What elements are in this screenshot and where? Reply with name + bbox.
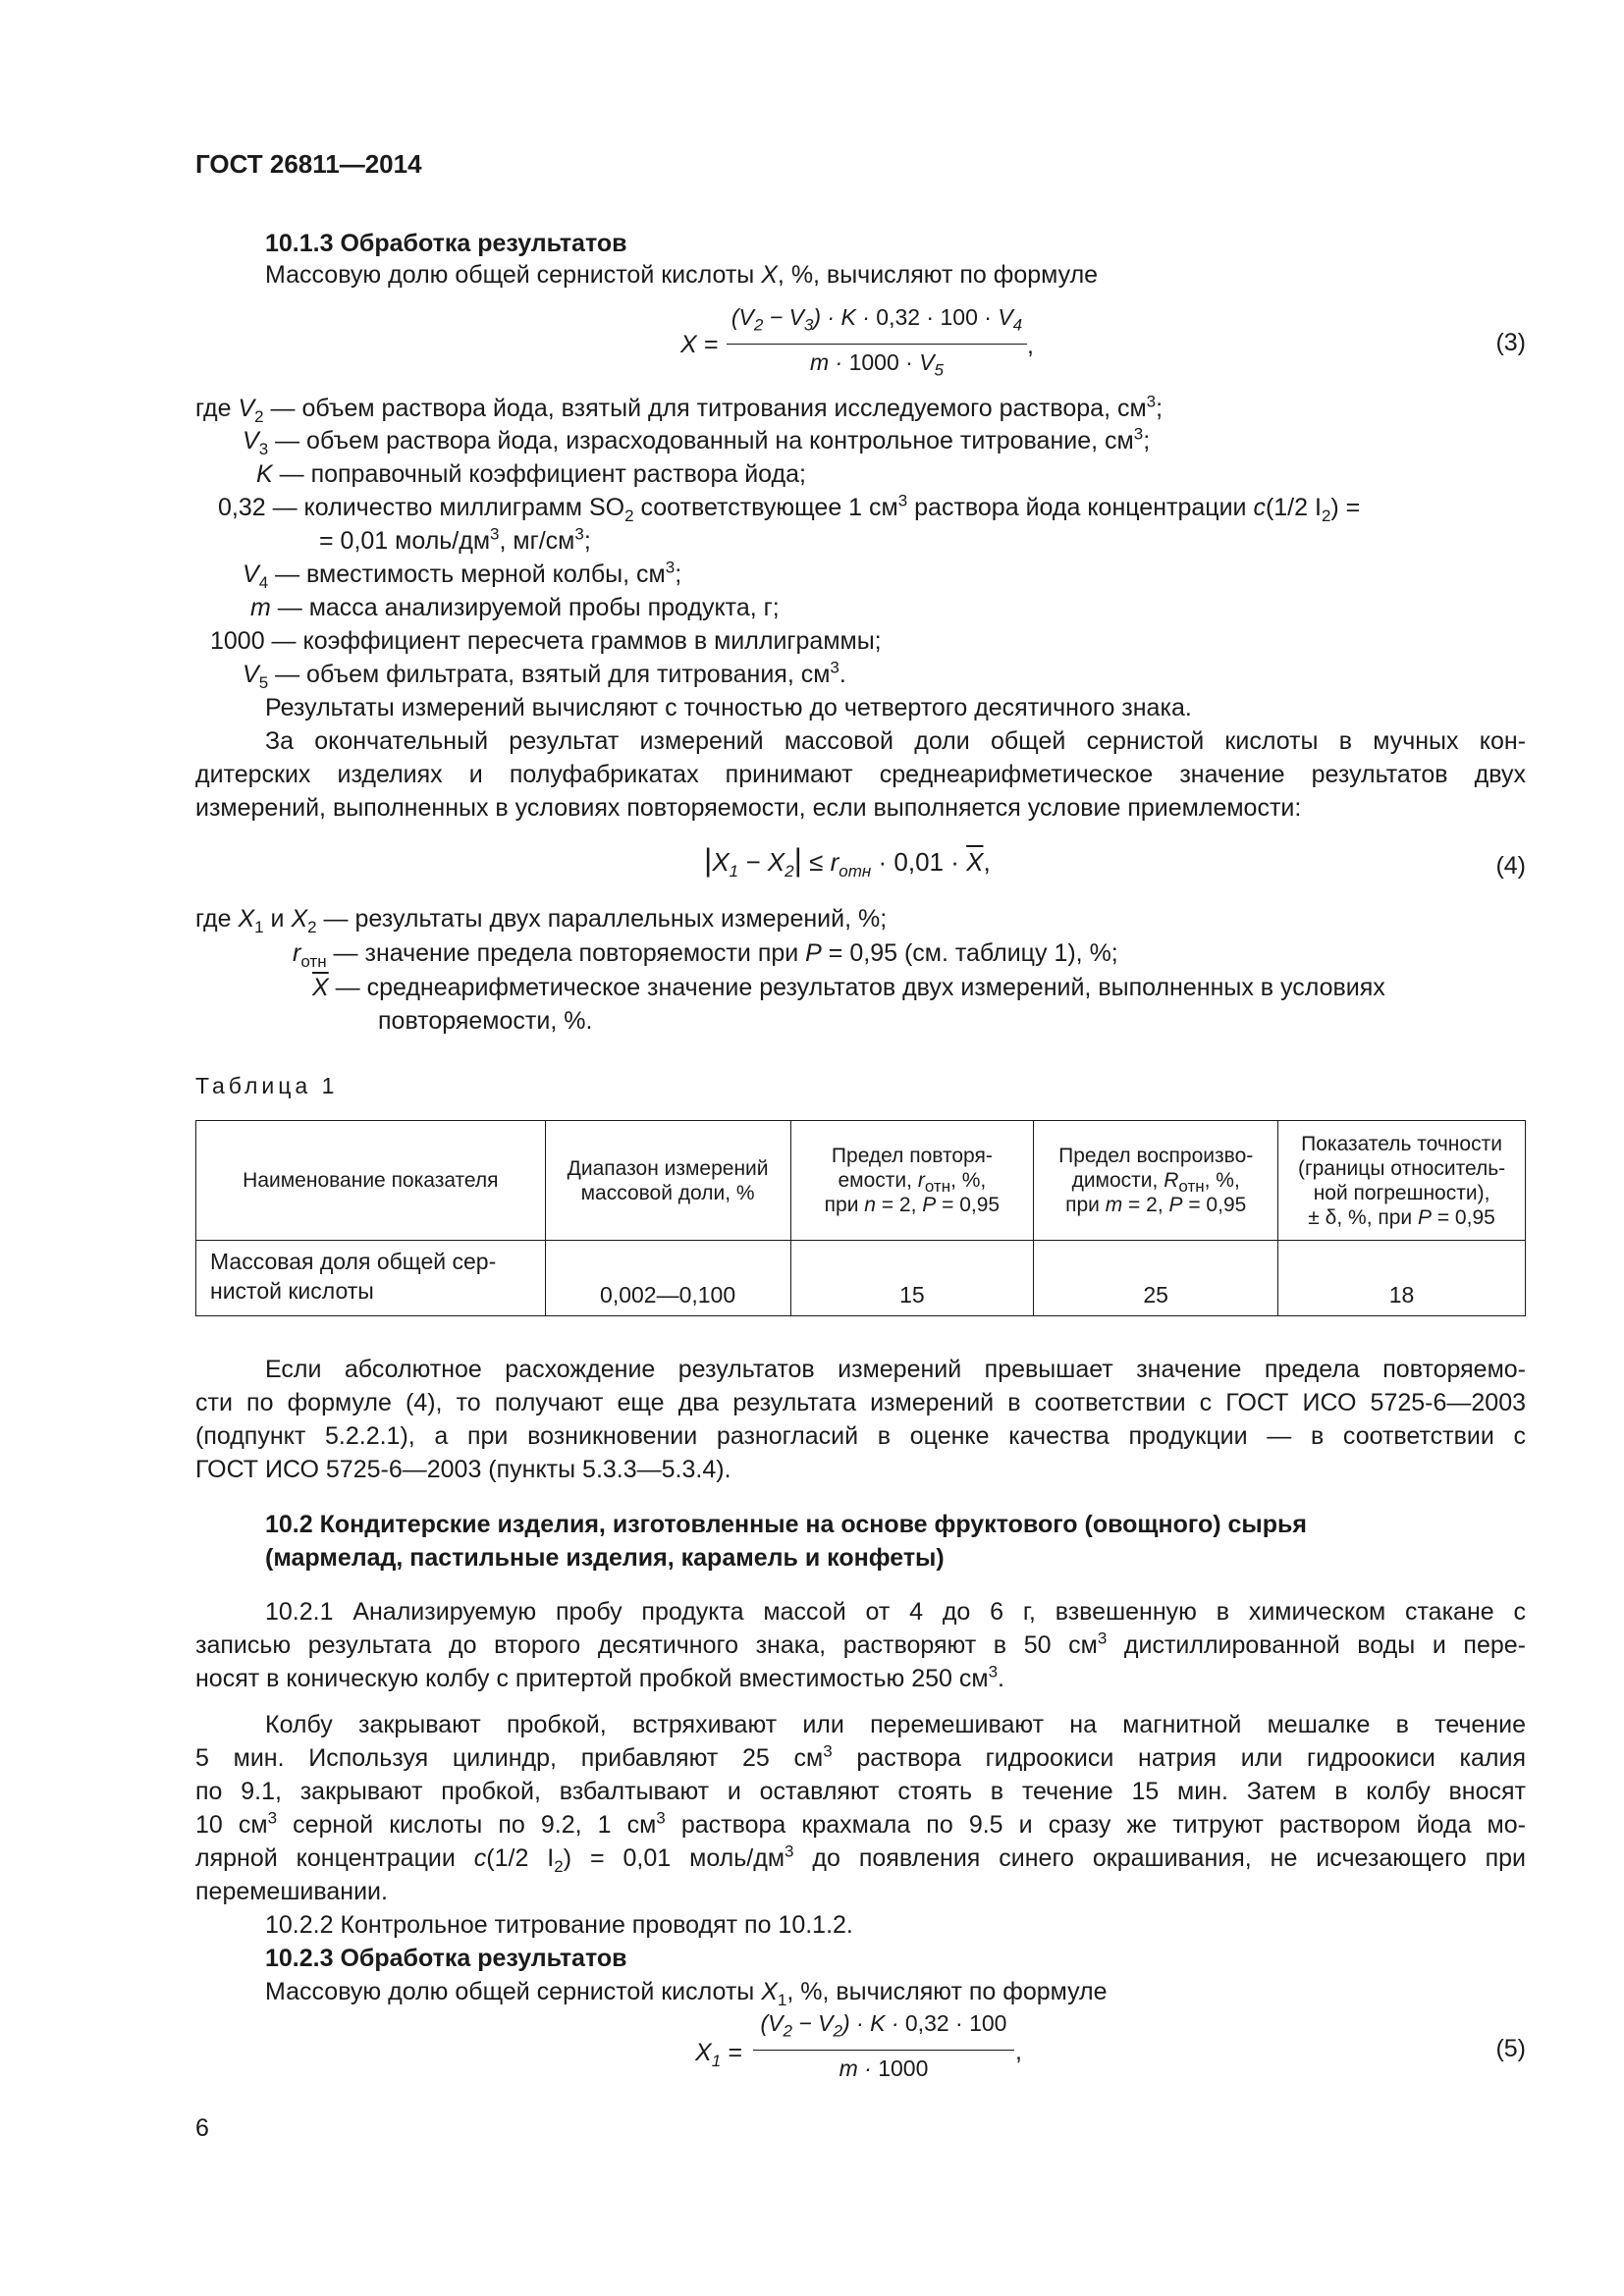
- table-cell: Массовая доля общей сер- нистой кислоты: [196, 1241, 546, 1316]
- formula-5-lhs: $X_1$ =: [695, 2039, 742, 2070]
- formula-3-lhs: X =: [680, 331, 719, 358]
- table-header-cell: Предел воспроизво- димости, $R_{отн}$, %, при m = 2, P = 0,95: [1034, 1121, 1278, 1241]
- formula-5-numerator: $(V_2 - V_2) \cdot K \cdot 0,32 \cdot 100$: [760, 2010, 1007, 2041]
- table-cell: 15: [790, 1241, 1034, 1316]
- legend-item: где $V_2$ — объем раствора йода, взятый для титрования исследуемого раствора, $см^3$;: [195, 392, 1164, 426]
- legend-item: $V_3$ — объем раствора йода, израсходованный на контрольное титрование, $см^3$;: [243, 424, 1151, 458]
- table-cell: 25: [1034, 1241, 1278, 1316]
- formula-5-number: (5): [1495, 2035, 1526, 2062]
- table-row: [196, 1241, 1526, 1316]
- formula-5-denominator: m · 1000: [839, 2056, 929, 2081]
- formula-4-number: (4): [1495, 852, 1526, 880]
- section-title-10-2-3: 10.2.3 Обработка результатов: [265, 1945, 627, 1972]
- legend-item: $\overline{X}$ — среднеарифметическое значение результатов двух измерений, выполненных в условиях: [312, 974, 1385, 1001]
- legend-item: повторяемости, %.: [378, 1007, 593, 1035]
- legend-item: $V_5$ — объем фильтрата, взятый для титрования, $см^3$.: [243, 658, 846, 692]
- table-header-cell: Предел повторя- емости, $r_{отн}$, %, при n = 2, P = 0,95: [790, 1121, 1034, 1241]
- page-header: ГОСТ 26811—2014: [195, 149, 422, 179]
- table-header-row: [196, 1121, 1526, 1241]
- table-cell: 0,002—0,100: [545, 1241, 790, 1316]
- formula-4-body: $|X_1 - X_2| \le r_{отн} \cdot 0,01 \cdot \overline{X}$,: [704, 842, 991, 881]
- intro-paragraph-10-1-3: Массовую долю общей сернистой кислоты X, %, вычисляют по формуле: [265, 261, 1099, 289]
- legend-item: K — поправочный коэффициент раствора йода;: [256, 460, 806, 488]
- formula-3-numerator: $(V_2 - V_3) \cdot K \cdot 0,32 \cdot 100 \cdot V_4$: [731, 304, 1023, 335]
- table-header-cell: Диапазон измерений массовой доли, %: [545, 1121, 790, 1241]
- results-table: [195, 1120, 1526, 1316]
- legend-item: m — масса анализируемой пробы продукта, г;: [250, 594, 780, 621]
- section-title-10-1-3: 10.1.3 Обработка результатов: [265, 230, 627, 257]
- legend-item: где $X_1$ и $X_2$ — результаты двух параллельных измерений, %;: [195, 905, 888, 936]
- legend-item: 0,32 — количество миллиграмм $SO_2$ соответствующее 1 $см^3$ раствора йода концентрации c(1/2 $I_2$) =: [218, 491, 1361, 525]
- formula-3-number: (3): [1495, 329, 1526, 356]
- paragraph-10-2-2: 10.2.2 Контрольное титрование проводят по 10.1.2.: [265, 1911, 853, 1939]
- formula-5-fraction-line: [753, 2050, 1014, 2051]
- table-header-cell: Показатель точности (границы относитель- ной погрешности), ± δ, %, при P = 0,95: [1278, 1121, 1526, 1241]
- legend-item: = 0,01 моль/$дм^3$, $мг/см^3$;: [319, 524, 591, 555]
- legend-item: $V_4$ — вместимость мерной колбы, $см^3$;: [243, 558, 682, 592]
- legend-item: $r_{отн}$ — значение предела повторяемости при P = 0,95 (см. таблицу 1), %;: [293, 939, 1118, 971]
- table-header-cell: Наименование показателя: [196, 1121, 546, 1241]
- formula-3-denominator: $m \cdot 1000 \cdot V_5$: [809, 349, 945, 380]
- table-caption: Таблица 1: [195, 1073, 339, 1098]
- table-cell: 18: [1278, 1241, 1526, 1316]
- intro-paragraph-10-2-3: Массовую долю общей сернистой кислоты $X_1$, %, вычисляют по формуле: [265, 1978, 1108, 2009]
- paragraph-accuracy: Результаты измерений вычисляют с точностью до четвертого десятичного знака.: [265, 694, 1192, 721]
- legend-item: 1000 — коэффициент пересчета граммов в миллиграммы;: [210, 627, 882, 655]
- formula-3-fraction-line: [727, 344, 1027, 345]
- page-number: 6: [195, 2114, 209, 2142]
